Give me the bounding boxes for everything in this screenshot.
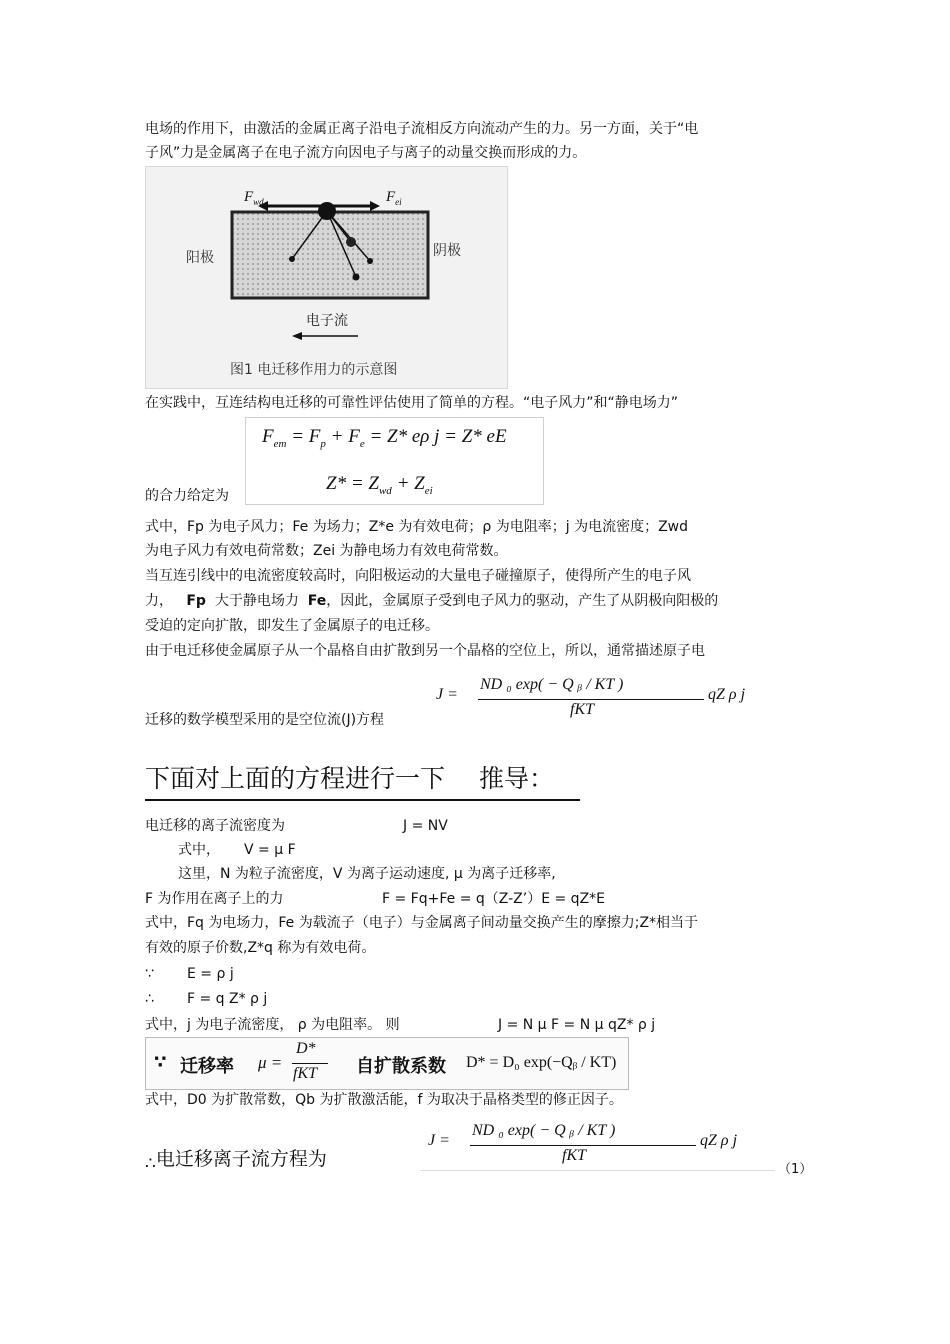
- electron: [346, 237, 356, 247]
- derivation-line: 式中，Fq 为电场力，Fe 为载流子（电子）与金属离子间动量交换产生的摩擦力;Z*相当于: [145, 915, 699, 931]
- flux-numerator: ND ₀ exp( − Q ᵦ / KT ): [472, 1122, 616, 1139]
- equation-underline: [420, 1170, 775, 1171]
- paragraph-line: 受迫的定向扩散，即发生了金属原子的电迁移。: [145, 618, 439, 634]
- mobility-denominator: fKT: [293, 1065, 318, 1082]
- mobility-mu: μ =: [258, 1053, 283, 1072]
- final-equation-label: ∴电迁移离子流方程为: [145, 1148, 327, 1174]
- derivation-line: ∵ E = ρ j: [145, 966, 234, 982]
- electromigration-figure: [145, 166, 508, 389]
- derivation-line: F 为作用在离子上的力 F = Fq+Fe = q（Z-Z’）E = qZ*E: [145, 891, 606, 907]
- label-fei: $F_{ei}$: [386, 189, 402, 207]
- fraction-bar: [292, 1063, 328, 1064]
- derivation-line: 电迁移的离子流密度为 J = NV: [145, 818, 448, 834]
- heading-underline: [145, 799, 580, 801]
- label-anode: 阳极: [186, 250, 214, 266]
- mobility-label: 迁移率: [180, 1056, 234, 1077]
- flux-tail: qZ ρ j: [700, 1132, 738, 1149]
- equation-number: （1）: [778, 1162, 813, 1177]
- label-electron-flow: 电子流: [306, 313, 348, 329]
- derivation-line: ∴ F = q Z* ρ j: [145, 991, 268, 1007]
- paragraph-line: 迁移的数学模型采用的是空位流(J)方程: [145, 712, 385, 728]
- derivation-line: 这里，N 为粒子流密度，V 为离子运动速度, μ 为离子迁移率,: [178, 866, 556, 882]
- because-symbol: ∵: [154, 1052, 167, 1073]
- zstar-equation: $Z* = Z_{wd} + Z_{ei}$: [326, 473, 433, 497]
- force-equation-box: [245, 417, 544, 505]
- figure-caption: 图1 电迁移作用力的示意图: [230, 362, 398, 378]
- flux-j: J =: [436, 686, 458, 703]
- flux-numerator: ND ₀ exp( − Q ᵦ / KT ): [480, 676, 624, 693]
- fraction-bar: [478, 699, 704, 700]
- paragraph-line: 为电子风力有效电荷常数；Zei 为静电场力有效电荷常数。: [145, 543, 508, 559]
- label-fwd: $F_{wd}$: [244, 189, 264, 207]
- electron: [367, 258, 373, 264]
- section-heading: 下面对上面的方程进行一下 推导：: [145, 764, 555, 793]
- paragraph-line: 式中，Fp 为电子风力；Fe 为场力；Z*e 为有效电荷；ρ 为电阻率；j 为电流密度；Zwd: [145, 519, 688, 535]
- paragraph-line: 的合力给定为: [145, 488, 229, 504]
- label-cathode: 阴极: [433, 243, 461, 259]
- fei-arrowhead: [370, 201, 380, 211]
- flux-tail: qZ ρ j: [708, 686, 746, 703]
- derivation-line: 式中， V = μ F: [178, 842, 296, 858]
- flux-denominator: fKT: [570, 701, 595, 718]
- self-diffusion-label: 自扩散系数: [356, 1056, 446, 1077]
- paragraph-line: 在实践中，互连结构电迁移的可靠性评估使用了简单的方程。“电子风力”和“静电场力”: [145, 395, 679, 411]
- derivation-line: 有效的原子价数,Z*q 称为有效电荷。: [145, 940, 376, 956]
- derivation-line: 式中，D0 为扩散常数，Qb 为扩散激活能，f 为取决于晶格类型的修正因子。: [145, 1092, 623, 1108]
- metal-block: [232, 212, 428, 298]
- paragraph-line: 力， Fp 大于静电场力 Fe，因此，金属原子受到电子风力的驱动，产生了从阴极向阳极的: [145, 593, 719, 609]
- paragraph-line: 电场的作用下，由激活的金属正离子沿电子流相反方向流动产生的力。另一方面，关于“电: [145, 121, 699, 137]
- derivation-line: 式中，j 为电子流密度， ρ 为电阻率。 则 J = N μ F = N μ qZ* ρ j: [145, 1017, 656, 1033]
- fraction-bar: [470, 1145, 696, 1146]
- diffusion-equation: D* = D₀ exp(−Qᵦ / KT): [466, 1054, 617, 1071]
- electron: [353, 274, 360, 281]
- flux-denominator: fKT: [562, 1147, 587, 1164]
- mobility-numerator: D*: [296, 1040, 316, 1057]
- electron-flow-arrowhead: [292, 332, 302, 340]
- electron: [289, 256, 295, 262]
- mobility-equation-box: [145, 1037, 629, 1090]
- figure-illustration: [146, 167, 507, 388]
- force-equation: $F_{em} = F_p + F_e = Z*$ eρ j = Z* eE: [262, 426, 507, 450]
- paragraph-line: 当互连引线中的电流密度较高时，向阳极运动的大量电子碰撞原子，使得所产生的电子风: [145, 568, 691, 584]
- paragraph-line: 子风”力是金属离子在电子流方向因电子与离子的动量交换而形成的力。: [145, 145, 587, 161]
- paragraph-line: 由于电迁移使金属原子从一个晶格自由扩散到另一个晶格的空位上，所以，通常描述原子电: [145, 643, 705, 659]
- flux-j: J =: [428, 1132, 450, 1149]
